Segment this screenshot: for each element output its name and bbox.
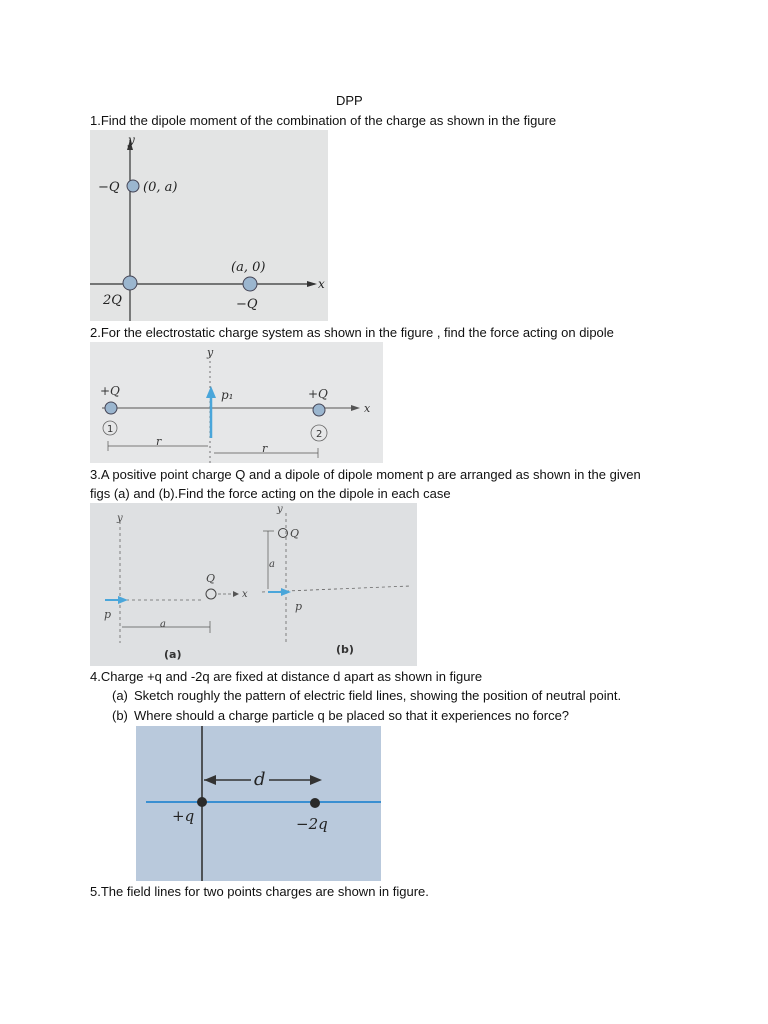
fig3-charge-b: Q xyxy=(290,527,300,540)
fig4-distance: d xyxy=(254,769,266,790)
fig3-dipole-a: p xyxy=(104,608,112,621)
fig1-axis-x: x xyxy=(318,277,325,291)
question-5: 5.The field lines for two points charges are shown in figure. xyxy=(90,884,429,899)
fig2-dipole-label: p₁ xyxy=(221,388,234,402)
figure-4-two-charges xyxy=(136,726,381,881)
fig1-axis-y: y xyxy=(128,133,135,147)
charge-minus-2q xyxy=(310,798,320,808)
question-4-part-a xyxy=(112,688,621,704)
fig2-axis-x: x xyxy=(364,402,371,415)
fig4-charge-left: +q xyxy=(172,807,195,825)
question-4-part-b xyxy=(112,708,569,724)
fig3-axis-x-a: x xyxy=(242,589,248,600)
page-title: DPP xyxy=(336,93,363,108)
fig2-charge-left: +Q xyxy=(100,384,120,398)
fig2-index-left: 1 xyxy=(107,424,114,435)
charge-right xyxy=(243,277,257,291)
fig2-axis-y: y xyxy=(207,346,214,359)
charge-right xyxy=(313,404,325,416)
fig1-coord-top: (0, a) xyxy=(143,180,178,195)
fig1-charge-right: −Q xyxy=(236,297,258,312)
fig3-dipole-b: p xyxy=(295,600,303,613)
fig2-index-right: 2 xyxy=(316,429,323,440)
fig1-charge-origin: 2Q xyxy=(103,293,122,308)
fig4-charge-right: −2q xyxy=(296,815,328,833)
fig1-coord-right: (a, 0) xyxy=(231,260,266,275)
charge-left xyxy=(105,402,117,414)
charge-top xyxy=(127,180,139,192)
fig1-charge-top: −Q xyxy=(98,180,120,195)
fig3-dist-b: a xyxy=(269,559,275,570)
question-4: 4.Charge +q and -2q are fixed at distance d apart as shown in figure xyxy=(90,669,483,684)
question-3-line-2: figs (a) and (b).Find the force acting on the dipole in each case xyxy=(90,486,451,501)
fig3-dist-a: a xyxy=(160,619,166,630)
fig3-axis-y-b: y xyxy=(277,504,283,515)
fig3-label-a: (a) xyxy=(164,648,182,661)
charge-a xyxy=(206,589,216,599)
part-a-text: Sketch roughly the pattern of electric field lines, showing the position of neutral point. xyxy=(134,688,622,703)
part-b-text: Where should a charge particle q be placed so that it experiences no force? xyxy=(134,708,570,723)
fig2-charge-right: +Q xyxy=(308,387,328,401)
figure-3-charge-and-dipole xyxy=(90,503,417,666)
fig3-charge-a: Q xyxy=(206,572,216,585)
charge-origin xyxy=(123,276,137,290)
question-3-line-1: 3.A positive point charge Q and a dipole of dipole moment p are arranged as shown in the given xyxy=(90,467,641,482)
fig2-dist-right: r xyxy=(262,442,268,455)
fig2-dist-left: r xyxy=(156,435,162,448)
figure-2-dipole-between-charges xyxy=(90,342,383,463)
fig3-axis-y-a: y xyxy=(117,513,123,524)
part-a-marker: (a) xyxy=(112,688,128,703)
charge-plus-q xyxy=(197,797,207,807)
figure-1-charge-combination xyxy=(90,130,328,321)
fig3-label-b: (b) xyxy=(336,643,354,656)
part-b-marker: (b) xyxy=(112,708,128,723)
question-2: 2.For the electrostatic charge system as shown in the figure , find the force acting on dipole xyxy=(90,325,614,340)
question-1: 1.Find the dipole moment of the combination of the charge as shown in the figure xyxy=(90,113,557,128)
